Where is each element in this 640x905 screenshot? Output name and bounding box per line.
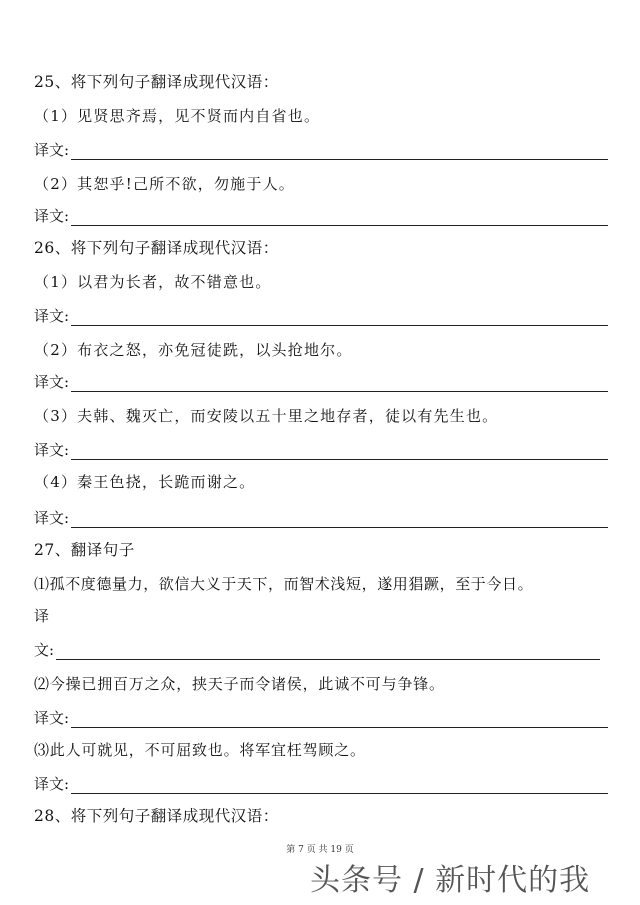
answer-blank-line[interactable] (71, 443, 608, 460)
question-25-answer-2[interactable] (34, 206, 608, 226)
question-27-sentence-3: ⑶此人可就见，不可屈致也。将军宜枉驾顾之。 (34, 741, 366, 759)
answer-label: 译文: (34, 709, 70, 727)
answer-blank-line[interactable] (56, 643, 600, 660)
question-27-sentence-1: ⑴孤不度德量力，欲信大义于天下，而智术浅短，遂用猖蹶，至于今日。 (34, 575, 534, 593)
answer-label: 译文: (34, 775, 70, 793)
answer-blank-line[interactable] (71, 711, 608, 728)
question-26-answer-1[interactable] (34, 306, 608, 326)
answer-label: 译文: (34, 509, 70, 527)
answer-label: 译文: (34, 307, 70, 325)
question-26-sentence-1: （1）以君为长者，故不错意也。 (34, 273, 272, 291)
question-27-answer-1[interactable] (34, 640, 600, 660)
answer-blank-line[interactable] (71, 375, 608, 392)
answer-blank-line[interactable] (71, 511, 608, 528)
answer-blank-line[interactable] (71, 209, 608, 226)
source-watermark: 头条号 / 新时代的我 (310, 863, 591, 898)
answer-label: 译文: (34, 207, 70, 225)
question-25-sentence-2: （2）其恕乎!己所不欲，勿施于人。 (34, 175, 295, 193)
answer-blank-line[interactable] (71, 777, 608, 794)
question-26-title: 26、将下列句子翻译成现代汉语： (34, 239, 279, 257)
question-26-answer-2[interactable] (34, 372, 608, 392)
question-27-answer-3[interactable] (34, 774, 608, 794)
answer-label-split-top: 译 (34, 607, 50, 625)
answer-blank-line[interactable] (71, 309, 608, 326)
question-26-sentence-2: （2）布衣之怒，亦免冠徒跣，以头抢地尔。 (34, 341, 353, 359)
question-26-answer-3[interactable] (34, 440, 608, 460)
question-28-title: 28、将下列句子翻译成现代汉语： (34, 807, 279, 825)
answer-label: 译文: (34, 441, 70, 459)
question-26-answer-4[interactable] (34, 508, 608, 528)
page-number-footer: 第 7 页 共 19 页 (286, 845, 354, 855)
question-27-title: 27、翻译句子 (34, 541, 135, 559)
question-25-sentence-1: （1）见贤思齐焉，见不贤而内自省也。 (34, 107, 321, 125)
question-27-sentence-2: ⑵今操已拥百万之众，挟天子而令诸侯，此诚不可与争锋。 (34, 675, 445, 693)
answer-label: 译文: (34, 141, 70, 159)
question-26-sentence-4: （4）秦王色挠，长跪而谢之。 (34, 473, 256, 491)
question-25-title: 25、将下列句子翻译成现代汉语： (34, 73, 279, 91)
answer-label: 文: (34, 641, 55, 659)
question-25-answer-1[interactable] (34, 140, 608, 160)
question-27-answer-2[interactable] (34, 708, 608, 728)
answer-blank-line[interactable] (71, 143, 608, 160)
question-26-sentence-3: （3）夫韩、魏灭亡，而安陵以五十里之地存者，徒以有先生也。 (34, 407, 499, 425)
answer-label: 译文: (34, 373, 70, 391)
